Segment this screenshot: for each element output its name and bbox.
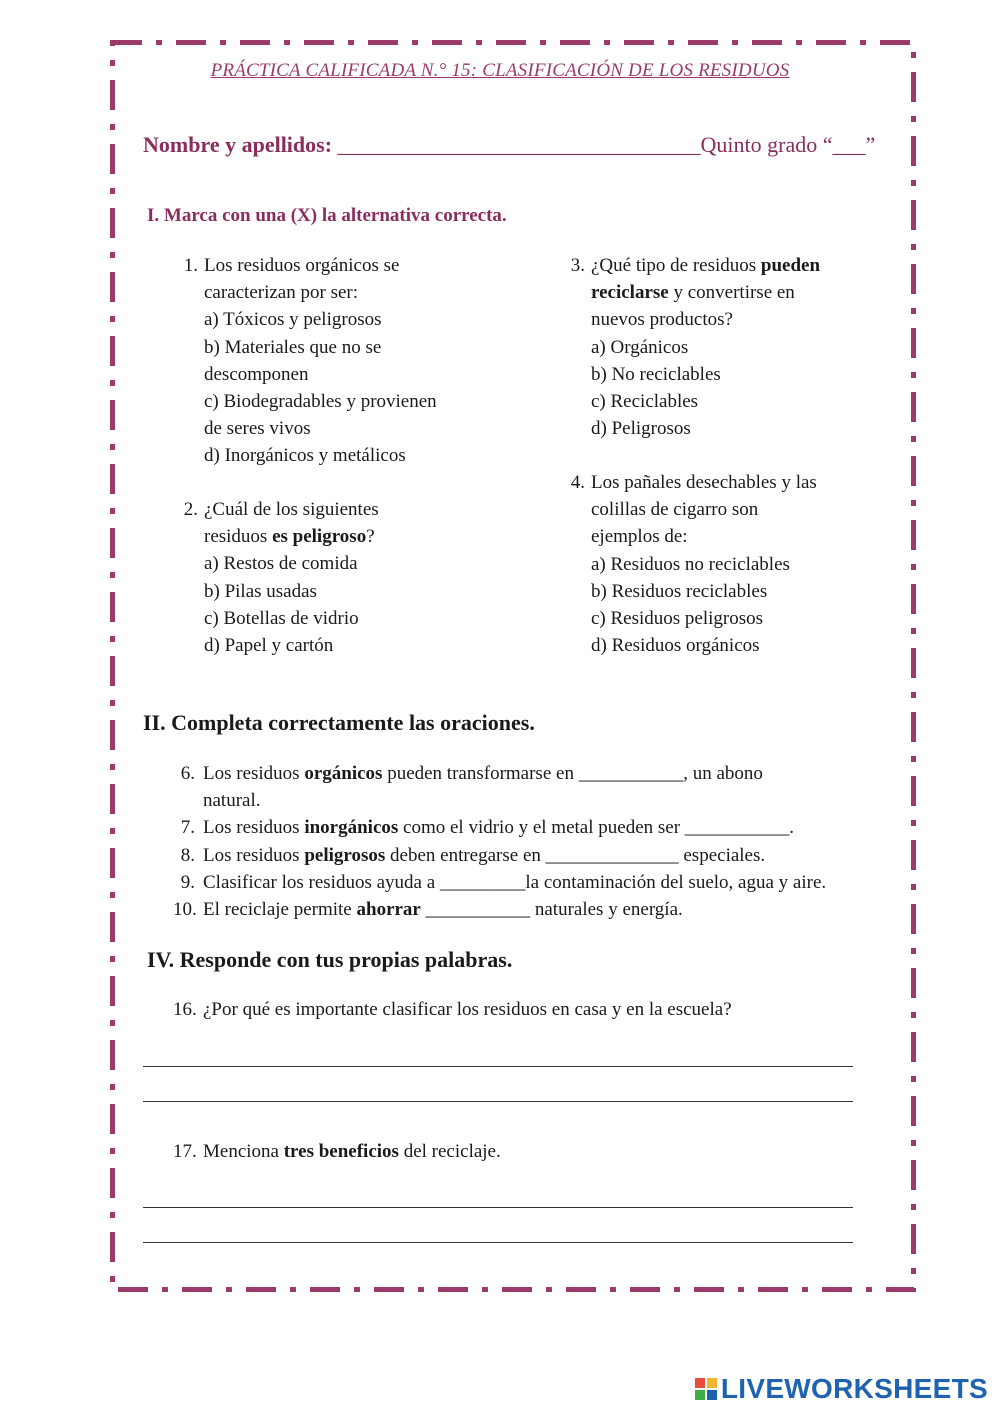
- option-b[interactable]: b) Residuos reciclables: [591, 580, 768, 602]
- item-number: 6.: [180, 763, 195, 784]
- item-number: 8.: [180, 844, 195, 866]
- question-text: reciclarse y convertirse en: [591, 282, 795, 304]
- item-number: 10.: [173, 899, 197, 921]
- list-item[interactable]: 10. El reciclaje permite ahorrar ___________ naturales y energía.: [173, 896, 893, 923]
- question-text: Menciona tres beneficios del reciclaje.: [203, 1141, 501, 1162]
- page-border: [110, 40, 916, 1292]
- name-line: [143, 132, 875, 158]
- option-c-cont[interactable]: de seres vivos: [204, 418, 311, 440]
- option-b-cont[interactable]: descomponen: [204, 363, 309, 385]
- option-c[interactable]: c) Residuos peligrosos: [591, 608, 764, 630]
- option-c[interactable]: c) Botellas de vidrio: [204, 607, 359, 629]
- answer-line[interactable]: [143, 1207, 853, 1208]
- option-b[interactable]: b) Pilas usadas: [204, 580, 317, 602]
- grade-label: Quinto grado “___”: [700, 132, 876, 157]
- option-d[interactable]: d) Papel y cartón: [204, 635, 334, 657]
- question-2: [172, 496, 512, 659]
- item-number: 7.: [180, 817, 195, 839]
- liveworksheets-logo: [695, 1373, 988, 1405]
- option-a[interactable]: a) Restos de comida: [204, 553, 358, 575]
- name-label: Nombre y apellidos:: [143, 132, 333, 157]
- option-c[interactable]: c) Reciclables: [591, 391, 699, 413]
- worksheet-title: PRÁCTICA CALIFICADA N.° 15: CLASIFICACIÓN DE LOS RESIDUOS: [210, 60, 790, 81]
- dashed-border-icon: [110, 40, 916, 1292]
- list-item[interactable]: 8. Los residuos peligrosos deben entregarse en ______________ especiales.: [173, 842, 893, 869]
- question-17: [173, 1138, 501, 1165]
- option-d[interactable]: d) Inorgánicos y metálicos: [204, 445, 406, 467]
- answer-line[interactable]: [143, 1242, 853, 1243]
- question-number: 16.: [173, 999, 197, 1020]
- list-item[interactable]: 9. Clasificar los residuos ayuda a _________la contaminación del suelo, agua y aire.: [173, 869, 893, 896]
- answer-line[interactable]: [143, 1066, 853, 1067]
- option-a[interactable]: a) Orgánicos: [591, 336, 689, 358]
- question-text: ¿Por qué es importante clasificar los residuos en casa y en la escuela?: [203, 999, 732, 1020]
- option-b[interactable]: b) No reciclables: [591, 363, 721, 385]
- question-text: residuos es peligroso?: [204, 526, 375, 548]
- list-item[interactable]: 6. Los residuos orgánicos pueden transformarse en ___________, un abono natural.: [173, 760, 893, 814]
- section-2-heading: II. Completa correctamente las oraciones.: [143, 710, 535, 735]
- item-continuation: natural.: [203, 790, 261, 812]
- name-blank[interactable]: _________________________________: [337, 132, 701, 157]
- list-item[interactable]: 7. Los residuos inorgánicos como el vidrio y el metal pueden ser ___________.: [173, 814, 893, 841]
- option-c[interactable]: c) Biodegradables y provienen: [204, 391, 437, 413]
- completion-list: [173, 760, 893, 923]
- logo-mark-icon: [695, 1378, 717, 1400]
- option-d[interactable]: d) Residuos orgánicos: [591, 635, 760, 657]
- question-number: 1.: [183, 255, 198, 276]
- question-4: [559, 469, 879, 659]
- item-number: 9.: [180, 871, 195, 893]
- question-text: ¿Cuál de los siguientes: [204, 499, 379, 520]
- question-3: [559, 252, 879, 442]
- option-a[interactable]: a) Residuos no reciclables: [591, 553, 790, 575]
- question-text: ¿Qué tipo de residuos pueden: [591, 255, 821, 276]
- question-text: caracterizan por ser:: [204, 282, 359, 304]
- section-4-heading: IV. Responde con tus propias palabras.: [147, 947, 513, 972]
- question-number: 4.: [570, 472, 585, 493]
- question-16: [173, 996, 732, 1023]
- question-text: ejemplos de:: [591, 526, 688, 548]
- section-1-heading: I. Marca con una (X) la alternativa correcta.: [147, 205, 507, 226]
- question-text: Los residuos orgánicos se: [204, 255, 400, 276]
- question-text: colillas de cigarro son: [591, 499, 759, 521]
- question-text: Los pañales desechables y las: [591, 472, 817, 493]
- logo-text: LIVEWORKSHEETS: [720, 1373, 988, 1404]
- answer-line[interactable]: [143, 1101, 853, 1102]
- question-number: 3.: [570, 255, 585, 276]
- question-1: [172, 252, 512, 470]
- question-text: nuevos productos?: [591, 309, 733, 331]
- question-number: 17.: [173, 1141, 197, 1162]
- option-b[interactable]: b) Materiales que no se: [204, 336, 382, 358]
- option-d[interactable]: d) Peligrosos: [591, 418, 691, 440]
- question-number: 2.: [183, 499, 198, 520]
- option-a[interactable]: a) Tóxicos y peligrosos: [204, 309, 382, 331]
